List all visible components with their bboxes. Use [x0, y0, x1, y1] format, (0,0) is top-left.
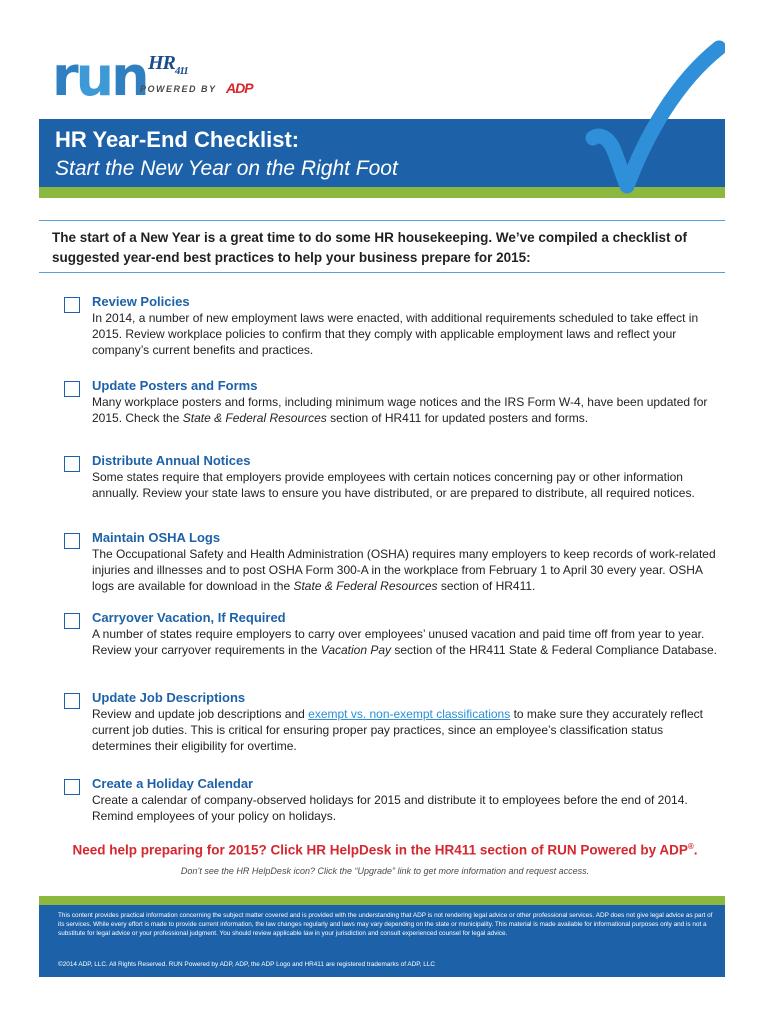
checkbox[interactable]	[64, 297, 80, 313]
hr411-logo-hr: HR	[148, 52, 175, 74]
checkbox[interactable]	[64, 456, 80, 472]
item-body-part: The Occupational Safety and Health Administration (OSHA) requires many employers to keep records of work-related injuries and illnesses and to post OSHA Form 300-A in the workplace from February 1 to April 30 every year. OSHA logs are available for download in the	[92, 547, 716, 593]
run-logo-r: r	[52, 45, 76, 108]
item-title: Distribute Annual Notices	[92, 453, 251, 468]
item-body-part: Many workplace posters and forms, including minimum wage notices and the IRS Form W-4, have been updated for 2015. Check the	[92, 395, 708, 425]
hr411-logo-num: 411	[174, 65, 188, 77]
item-title: Carryover Vacation, If Required	[92, 610, 286, 625]
item-body-part: section of HR411 for updated posters and forms.	[326, 411, 589, 425]
checkbox[interactable]	[64, 779, 80, 795]
item-body-emphasis: State & Federal Resources	[182, 411, 327, 425]
item-body: Create a calendar of company-observed holidays for 2015 and distribute it to employees before the end of 2014. Remind employees of your policy on holidays.	[92, 793, 688, 823]
run-logo-n: n	[111, 45, 147, 108]
item-title: Create a Holiday Calendar	[92, 776, 254, 791]
checkbox[interactable]	[64, 533, 80, 549]
page-subtitle: Start the New Year on the Right Foot	[55, 157, 398, 180]
exempt-classifications-link[interactable]: exempt vs. non-exempt classifications	[308, 707, 511, 721]
item-body	[92, 706, 724, 754]
run-logo	[52, 45, 147, 108]
checkbox[interactable]	[64, 693, 80, 709]
item-body-emphasis: State & Federal Resources	[293, 579, 438, 593]
item-body: Some states require that employers provide employees with certain notices concerning pay or other information annually. Review your state laws to ensure you have distributed, or are prepared to distribute, all required notices.	[92, 470, 695, 500]
intro-text: The start of a New Year is a great time to do some HR housekeeping. We’ve compiled a checklist of suggested year-end best practices to help your business prepare for 2015:	[52, 230, 687, 265]
item-body: In 2014, a number of new employment laws were enacted, with additional requirements scheduled to take effect in 2015. Review workplace policies to confirm that they comply with applicable employment laws and reflect your company’s current benefits and practices.	[92, 311, 699, 357]
item-body-part: section of the HR411 State & Federal Compliance Database.	[391, 643, 717, 657]
help-subtext: Don’t see the HR HelpDesk icon? Click the “Upgrade” link to get more information and request access.	[180, 866, 590, 876]
item-body	[92, 394, 724, 426]
legal-disclaimer: This content provides practical information concerning the subject matter covered and is provided with the understanding that ADP is not rendering legal advice or other professional services. ADP does not give legal advice as part of its services. While every effort is made to provide current information, the law changes regularly and laws may vary depending on the state or municipality. This material is made available for informational purposes only and is not a substitute for legal advice or your professional judgment. You should review applicable law in your jurisdiction and consult experienced counsel for legal advice.	[58, 912, 713, 937]
item-title: Review Policies	[92, 294, 190, 309]
powered-by-label: POWERED BY	[140, 84, 217, 94]
intro-bottom-rule	[39, 272, 725, 273]
adp-logo: ADP	[226, 80, 253, 96]
help-callout	[0, 842, 770, 858]
item-body-part: to make sure they accurately reflect current job duties. This is critical for ensuring proper pay practices, since an employee’s classification status determines their eligibility for overtime.	[92, 707, 703, 753]
item-title: Maintain OSHA Logs	[92, 530, 221, 545]
copyright-notice: ©2014 ADP, LLC. All Rights Reserved. RUN Powered by ADP, ADP, the ADP Logo and HR411 are registered trademarks of ADP, LLC	[58, 961, 435, 968]
item-title: Update Job Descriptions	[92, 690, 246, 705]
intro-top-rule	[39, 220, 725, 221]
item-title: Update Posters and Forms	[92, 378, 258, 393]
page-title: HR Year-End Checklist:	[55, 127, 300, 152]
checkbox[interactable]	[64, 613, 80, 629]
checkmark-icon	[585, 38, 725, 198]
item-body-part: section of HR411.	[437, 579, 536, 593]
checkbox[interactable]	[64, 381, 80, 397]
help-callout-reg: ®	[687, 842, 694, 851]
help-callout-period: .	[693, 842, 698, 858]
item-body-part: A number of states require employers to carry over employees’ unused vacation and paid time off from year to year. Review your carryover requirements in the	[92, 627, 705, 657]
item-body	[92, 626, 724, 658]
item-body	[92, 546, 724, 594]
footer-accent	[39, 896, 725, 905]
run-logo-u: u	[75, 45, 112, 108]
item-body-part: Review and update job descriptions and	[92, 707, 309, 721]
hr411-logo	[148, 52, 188, 77]
help-callout-text: Need help preparing for 2015? Click HR HelpDesk in the HR411 section of RUN Powered by ADP	[72, 842, 688, 858]
item-body-emphasis: Vacation Pay	[320, 643, 392, 657]
